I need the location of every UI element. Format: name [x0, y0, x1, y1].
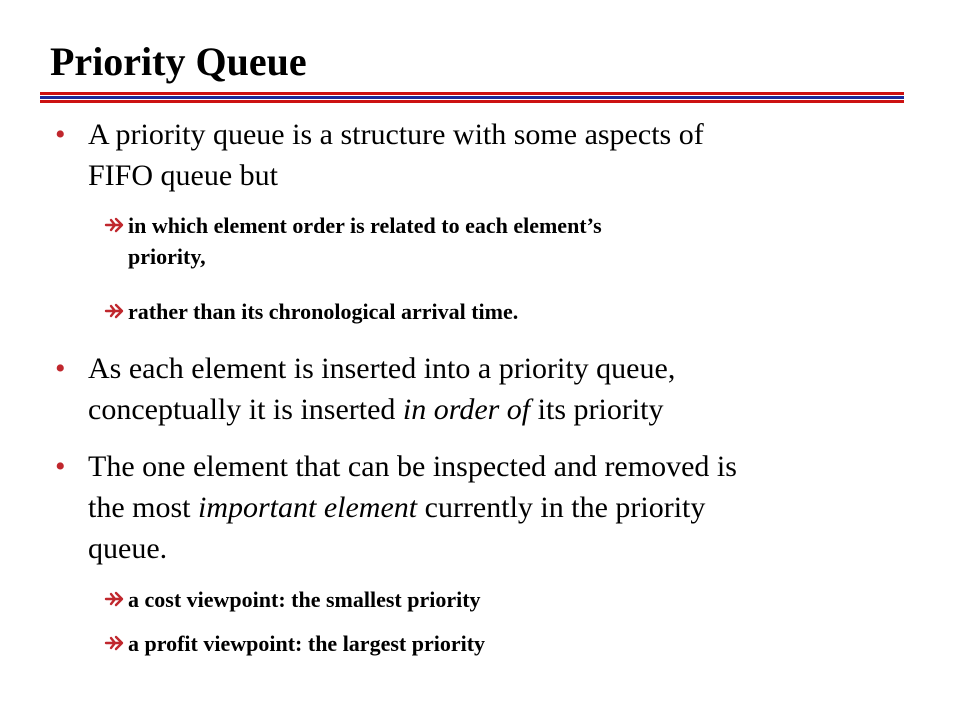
- bullet-text-segment: currently in the priority: [417, 491, 706, 524]
- bullet-text-segment: conceptually it is inserted: [88, 393, 403, 426]
- airplane-arrow-icon: [104, 296, 126, 327]
- bullet-text-segment: its priority: [530, 393, 664, 426]
- emphasis-text: important element: [198, 491, 418, 524]
- bullet-dot-icon: •: [55, 352, 66, 385]
- bullet-text-line: [88, 389, 908, 430]
- sub-bullet-text-line: a cost viewpoint: the smallest priority: [128, 587, 481, 612]
- emphasis-text: in order of: [402, 393, 531, 426]
- sub-bullet-text-line: rather than its chronological arrival time.: [128, 299, 519, 324]
- bullet-item: [55, 446, 908, 569]
- airplane-arrow-icon: [104, 628, 126, 659]
- bullet-text-line: A priority queue is a structure with some aspects of: [88, 118, 704, 151]
- bullet-text-segment: the most: [88, 491, 198, 524]
- slide-title: Priority Queue: [50, 39, 307, 84]
- sub-bullet-text-line: a profit viewpoint: the largest priority: [128, 631, 486, 656]
- sub-bullet-item: [128, 584, 848, 615]
- bullet-text-line: As each element is inserted into a priority queue,: [88, 352, 676, 385]
- airplane-arrow-icon: [104, 210, 126, 241]
- airplane-arrow-icon: [104, 584, 126, 615]
- bullet-text-line: queue.: [88, 532, 168, 565]
- sub-bullet-text-line: priority,: [128, 244, 206, 269]
- bullet-text-line: [88, 487, 908, 528]
- sub-bullet-text-line: in which element order is related to each element’s: [128, 213, 602, 238]
- bullet-text-line: FIFO queue but: [88, 159, 278, 192]
- sub-bullet-item: [128, 628, 848, 659]
- bullet-item: [55, 114, 908, 196]
- sub-bullet-item: [128, 296, 848, 327]
- bullet-item: [55, 348, 908, 430]
- bullet-text-line: The one element that can be inspected and removed is: [88, 450, 737, 483]
- bullet-dot-icon: •: [55, 118, 66, 151]
- bullet-dot-icon: •: [55, 450, 66, 483]
- sub-bullet-item: [128, 210, 848, 272]
